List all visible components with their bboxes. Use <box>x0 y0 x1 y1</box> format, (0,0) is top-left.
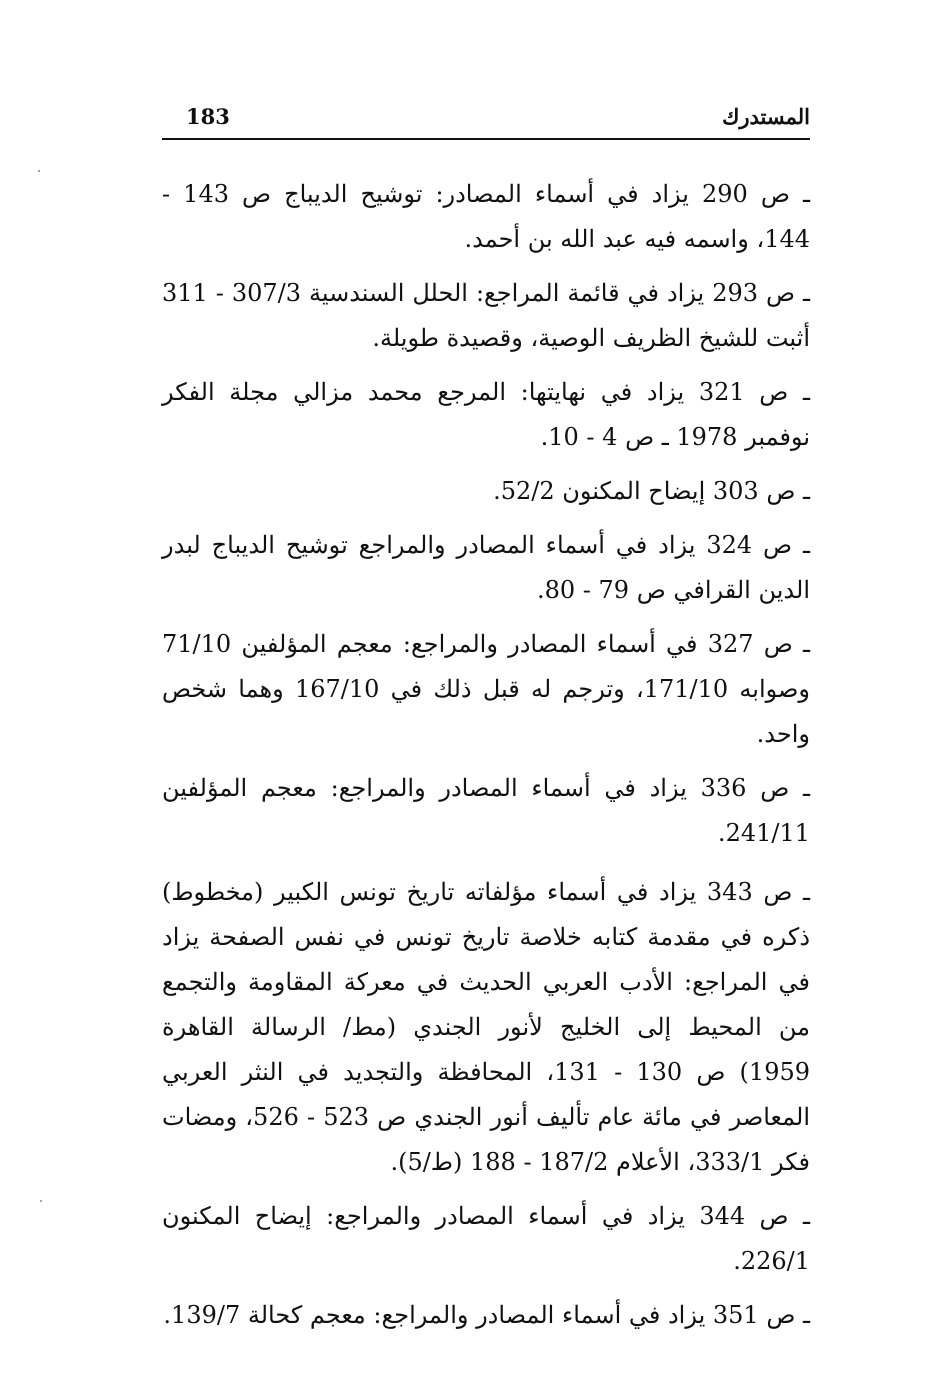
paper-speck <box>40 1200 42 1202</box>
entry-p321: ـ ص 321 يزاد في نهايتها: المرجع محمد مزالي مجلة الفكر نوفمبر 1978 ـ ص 4 - 10. <box>162 378 810 451</box>
entry-p327: ـ ص 327 في أسماء المصادر والمراجع: معجم المؤلفين 71/10 وصوابه 171/10، وترجم له قبل ذلك في 167/10 وهما شخص واحد. <box>162 630 810 748</box>
entry-p336: ـ ص 336 يزاد في أسماء المصادر والمراجع: معجم المؤلفين 241/11. <box>162 774 810 847</box>
running-title: المستدرك <box>722 104 810 129</box>
entry-p290: ـ ص 290 يزاد في أسماء المصادر: توشيح الديباج ص 143 - 144، واسمه فيه عبد الله بن أحمد. <box>162 180 810 253</box>
header-rule <box>162 138 810 140</box>
entry-p351: ـ ص 351 يزاد في أسماء المصادر والمراجع: معجم كحالة 139/7. <box>163 1301 810 1329</box>
entry-p343: ـ ص 343 يزاد في أسماء مؤلفاته تاريخ تونس الكبير (مخطوط) ذكره في مقدمة كتابه خلاصة تاريخ تونس في نفس الصفحة يزاد في المراجع: الأدب العربي الحديث في معركة المقاومة والتجمع من المحيط إلى الخليج لأنور الجندي (مط/ الرسالة القاهرة 1959) ص 130 - 131، المحافظة والتجديد في النثر العربي المعاصر في مائة عام تأليف أنور الجندي ص 523 - 526، ومضات فكر 333/1، الأعلام 187/2 - 188 (ط/5). <box>162 878 811 1176</box>
page-header <box>162 100 810 134</box>
page-number: 183 <box>186 104 230 129</box>
entry-p293: ـ ص 293 يزاد في قائمة المراجع: الحلل السندسية 307/3 - 311 أثبت للشيخ الظريف الوصية، وقصيدة طويلة. <box>162 279 810 352</box>
entry-p303: ـ ص 303 إيضاح المكنون 52/2. <box>493 477 810 505</box>
entry-p344: ـ ص 344 يزاد في أسماء المصادر والمراجع: إيضاح المكنون 226/1. <box>162 1202 810 1275</box>
addenda-text <box>162 172 810 1347</box>
paper-speck <box>38 170 40 172</box>
entry-p324: ـ ص 324 يزاد في أسماء المصادر والمراجع توشيح الديباج لبدر الدين القرافي ص 79 - 80. <box>162 531 810 604</box>
